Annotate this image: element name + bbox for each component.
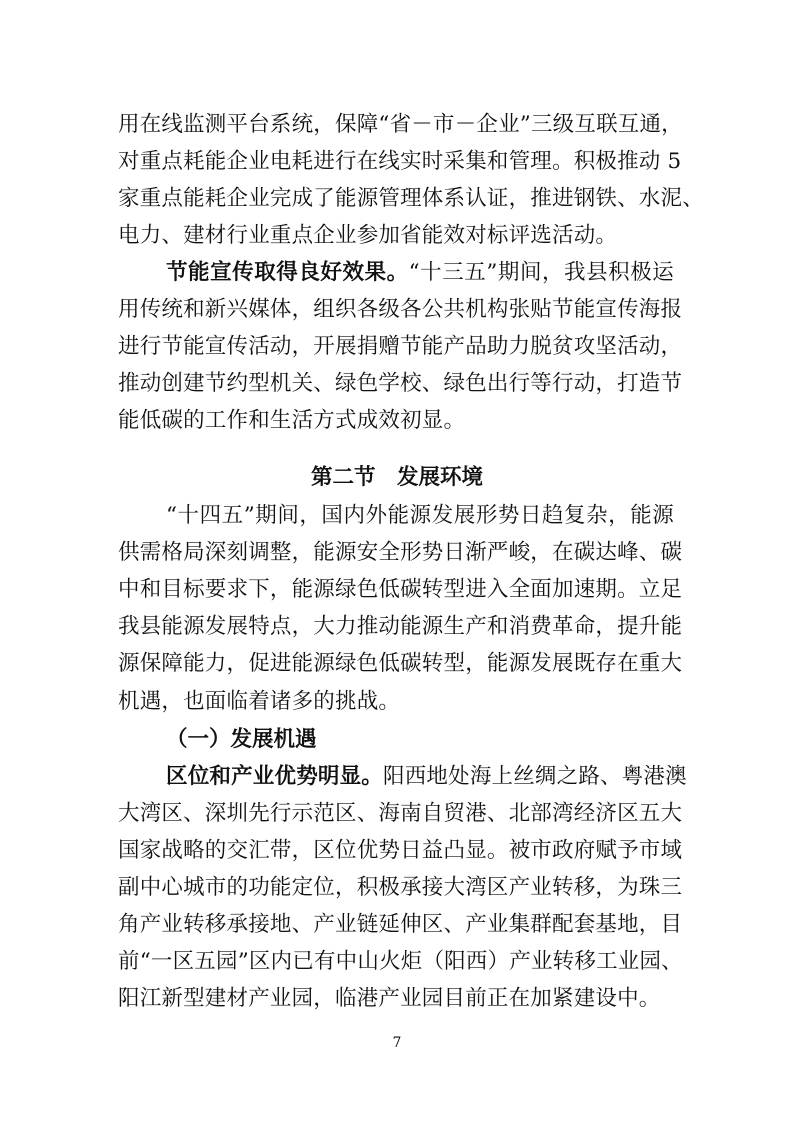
paragraph4-line-5: 角产业转移承接地、产业链延伸区、产业集群配套基地，目: [118, 912, 683, 937]
paragraph2-line-1: [166, 260, 674, 286]
paragraph2-line-4: 推动创建节约型机关、绿色学校、绿色出行等行动，打造节: [118, 371, 683, 396]
section-title: 第二节 发展环境: [310, 465, 483, 490]
paragraph1-line-2: 对重点耗能企业电耗进行在线实时采集和管理。积极推动 5: [118, 149, 682, 174]
subsection-title: （一）发展机遇: [166, 727, 317, 752]
paragraph4-line-4: 副中心城市的功能定位，积极承接大湾区产业转移，为珠三: [118, 875, 683, 900]
paragraph2-line-2: 用传统和新兴媒体，组织各级各公共机构张贴节能宣传海报: [118, 297, 683, 322]
paragraph4-line-6: 前“一区五园”区内已有中山火炬（阳西）产业转移工业园、: [118, 949, 683, 974]
paragraph2-first-rest: “十三五”期间，我县积极运: [408, 260, 674, 285]
paragraph1-line-1: 用在线监测平台系统，保障“省－市－企业”三级互联互通，: [118, 112, 683, 137]
paragraph3-line-4: 我县能源发展特点，大力推动能源生产和消费革命，提升能: [118, 614, 683, 639]
paragraph2-line-3: 进行节能宣传活动，开展捐赠节能产品助力脱贫攻坚活动，: [118, 334, 683, 359]
paragraph2-lead: 节能宣传取得良好效果。: [166, 260, 409, 285]
paragraph4-line-3: 国家战略的交汇带，区位优势日益凸显。被市政府赋予市域: [118, 838, 683, 863]
paragraph4-first-rest: 阳西地处海上丝绸之路、粤港澳: [383, 764, 687, 789]
paragraph3-line-6: 机遇，也面临着诸多的挑战。: [118, 689, 401, 714]
paragraph4-line-2: 大湾区、深圳先行示范区、海南自贸港、北部湾经济区五大: [118, 801, 683, 826]
paragraph1-line-4: 电力、建材行业重点企业参加省能效对标评选活动。: [118, 223, 618, 248]
paragraph3-line-1: “十四五”期间，国内外能源发展形势日趋复杂，能源: [166, 503, 674, 528]
paragraph4-lead: 区位和产业优势明显。: [166, 764, 384, 789]
page-number: 7: [392, 1035, 402, 1051]
paragraph4-line-1: [166, 764, 687, 790]
paragraph3-line-5: 源保障能力，促进能源绿色低碳转型，能源发展既存在重大: [118, 651, 683, 676]
paragraph1-line-3: 家重点能耗企业完成了能源管理体系认证，推进钢铁、水泥、: [118, 186, 704, 211]
paragraph3-line-3: 中和目标要求下，能源绿色低碳转型进入全面加速期。立足: [118, 577, 683, 602]
paragraph4-line-7: 阳江新型建材产业园，临港产业园目前正在加紧建设中。: [118, 986, 661, 1011]
paragraph2-line-5: 能低碳的工作和生活方式成效初显。: [118, 408, 466, 433]
paragraph3-line-2: 供需格局深刻调整，能源安全形势日渐严峻，在碳达峰、碳: [118, 540, 683, 565]
